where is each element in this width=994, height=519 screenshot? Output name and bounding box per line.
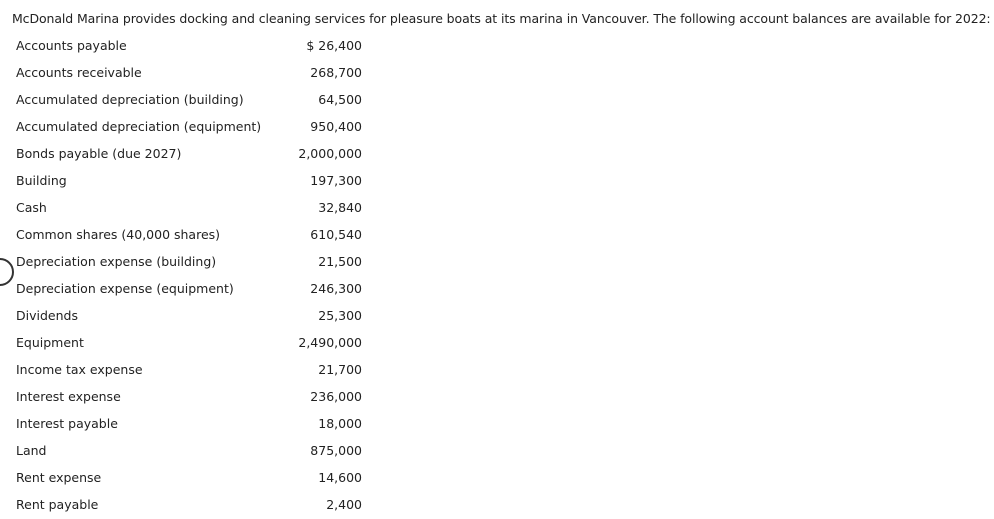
account-label: Common shares (40,000 shares) — [16, 227, 221, 242]
account-label: Dividends — [16, 308, 78, 323]
table-row — [16, 275, 362, 302]
side-handle-icon[interactable] — [0, 258, 14, 286]
account-amount: 21,500 — [318, 254, 362, 269]
account-label: Depreciation expense (building) — [16, 254, 217, 269]
account-label: Equipment — [16, 335, 84, 350]
table-row — [16, 221, 362, 248]
table-row — [16, 302, 362, 329]
account-balances-table — [16, 32, 362, 518]
table-row — [16, 248, 362, 275]
table-row — [16, 194, 362, 221]
account-label: Depreciation expense (equipment) — [16, 281, 234, 296]
account-amount: 2,490,000 — [298, 335, 362, 350]
account-label: Interest payable — [16, 416, 118, 431]
account-amount: 2,400 — [326, 497, 362, 512]
account-amount: 246,300 — [310, 281, 362, 296]
account-amount: 14,600 — [318, 470, 362, 485]
table-row — [16, 86, 362, 113]
table-row — [16, 410, 362, 437]
table-row — [16, 140, 362, 167]
account-amount: 268,700 — [310, 65, 362, 80]
table-row — [16, 59, 362, 86]
account-label: Accumulated depreciation (building) — [16, 92, 244, 107]
account-amount: 610,540 — [310, 227, 362, 242]
account-label: Building — [16, 173, 67, 188]
account-label: Cash — [16, 200, 47, 215]
account-label: Interest expense — [16, 389, 121, 404]
table-row — [16, 464, 362, 491]
account-label: Rent expense — [16, 470, 102, 485]
account-amount: 18,000 — [318, 416, 362, 431]
table-row — [16, 356, 362, 383]
account-amount: 950,400 — [310, 119, 362, 134]
account-label: Land — [16, 443, 47, 458]
account-label: Accounts receivable — [16, 65, 142, 80]
account-label: Income tax expense — [16, 362, 143, 377]
account-label: Accumulated depreciation (equipment) — [16, 119, 262, 134]
account-amount: 2,000,000 — [298, 146, 362, 161]
table-row — [16, 113, 362, 140]
account-label: Accounts payable — [16, 38, 127, 53]
table-row — [16, 329, 362, 356]
account-amount: 25,300 — [318, 308, 362, 323]
table-row — [16, 491, 362, 518]
account-amount: 21,700 — [318, 362, 362, 377]
table-row — [16, 32, 362, 59]
account-label: Bonds payable (due 2027) — [16, 146, 182, 161]
account-amount: 875,000 — [310, 443, 362, 458]
account-amount: 32,840 — [318, 200, 362, 215]
account-amount: 197,300 — [310, 173, 362, 188]
account-amount: 64,500 — [318, 92, 362, 107]
table-row — [16, 437, 362, 464]
account-amount: $ 26,400 — [306, 38, 362, 53]
account-amount: 236,000 — [310, 389, 362, 404]
intro-text: McDonald Marina provides docking and cleaning services for pleasure boats at its marina in Vancouver. The following account balances are available for 2022: — [12, 11, 991, 26]
account-label: Rent payable — [16, 497, 99, 512]
table-row — [16, 383, 362, 410]
table-row — [16, 167, 362, 194]
